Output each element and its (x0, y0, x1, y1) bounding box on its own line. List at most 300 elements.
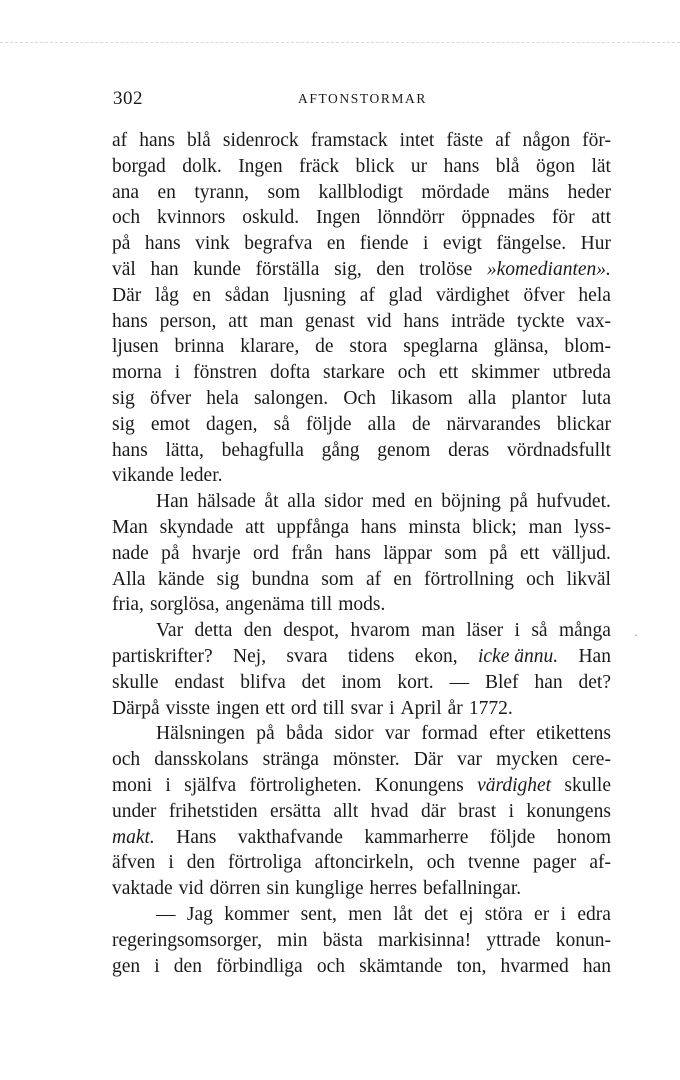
word: fria, (112, 594, 144, 616)
word: i (422, 233, 429, 255)
word: en (414, 491, 433, 513)
word: de (315, 336, 334, 358)
word: på (509, 491, 528, 513)
word: dofta (270, 362, 311, 384)
word: leder. (179, 465, 223, 487)
word: minsta (408, 516, 461, 538)
word: visste (165, 697, 211, 719)
word: och (112, 749, 141, 771)
word: vaktade (112, 878, 173, 900)
text-line (112, 567, 611, 593)
word: genom (377, 439, 431, 461)
word: genast (304, 310, 355, 332)
word: följde (306, 413, 352, 435)
text-line (112, 283, 611, 309)
word: sådan (224, 284, 270, 306)
word: oskuld. (242, 207, 300, 229)
word: skulle (564, 774, 611, 796)
word: 1772. (468, 697, 513, 719)
word: deras (448, 439, 490, 461)
text-line (112, 773, 611, 799)
word: befallningar. (423, 878, 522, 900)
word: vid (178, 878, 204, 900)
word: en (192, 284, 212, 306)
word: mycken (496, 749, 558, 771)
word: sin (266, 878, 290, 900)
word: ej (459, 903, 474, 925)
word: ersätta (270, 800, 321, 822)
word: blick; (472, 516, 517, 538)
word: ingen (216, 697, 260, 719)
word: konungens (526, 800, 611, 822)
word: mördade (421, 181, 490, 203)
word: följde (489, 826, 536, 848)
word: alla (467, 387, 497, 409)
word: låt (393, 903, 413, 925)
text-line (112, 876, 611, 902)
word: på (161, 542, 180, 564)
word: likasom (391, 387, 453, 409)
body-text (112, 128, 611, 979)
word: efter (489, 723, 525, 745)
word: Nej, (233, 645, 267, 667)
word: man (528, 516, 563, 538)
word: lät (591, 155, 611, 177)
word: Var (156, 620, 184, 642)
word: glad (388, 284, 423, 306)
word: despot, (283, 620, 340, 642)
text-line (112, 721, 611, 747)
word: regeringsomsorger, (112, 929, 262, 951)
word: hans (112, 310, 148, 332)
word: gen (112, 955, 141, 977)
word: speglarna (403, 336, 478, 358)
word: likväl (566, 568, 611, 590)
word: konun- (555, 929, 611, 951)
word: man (421, 620, 455, 642)
word: fängelse. (496, 233, 567, 255)
word: kallblodigt (318, 181, 403, 203)
word: glänsa, (493, 336, 549, 358)
word: på (489, 542, 508, 564)
word: behagfulla (221, 439, 304, 461)
text-line (112, 515, 611, 541)
word: lönndörr (377, 207, 445, 229)
word: inträde (450, 310, 506, 332)
text-line (112, 747, 611, 773)
word: partiskrifter? (112, 645, 213, 667)
word: dörren (209, 878, 261, 900)
word: det (301, 671, 326, 693)
word: uppfånga (276, 516, 350, 538)
word: man (259, 310, 294, 332)
word: fiende (359, 233, 409, 255)
word: lätta, (165, 439, 204, 461)
text-line (112, 438, 611, 464)
word: brinna (174, 336, 225, 358)
word: hans (335, 542, 371, 564)
word: hvarom (350, 620, 411, 642)
word: Jag (186, 903, 213, 925)
word: Hur (580, 233, 611, 255)
page-header (113, 88, 612, 112)
word: mönster. (333, 749, 400, 771)
word: i (389, 697, 395, 719)
word: det (424, 903, 448, 925)
word: svara (286, 645, 328, 667)
word: hans (360, 516, 397, 538)
word: vid (366, 310, 392, 332)
word: borgad (112, 155, 166, 177)
word: ekon, (414, 645, 458, 667)
word: som (444, 542, 477, 564)
text-line (112, 205, 611, 231)
word: sent, (300, 903, 337, 925)
text-line (112, 696, 611, 722)
word: dolk. (182, 155, 222, 177)
word: de (411, 413, 431, 435)
word: allt (333, 800, 359, 822)
word: var (384, 723, 410, 745)
text-line (112, 412, 611, 438)
word: på (112, 233, 131, 255)
word: af- (589, 852, 611, 874)
word: sidor (324, 491, 364, 513)
word: förtroligheten. (249, 774, 362, 796)
word: luta (581, 387, 611, 409)
word: min (277, 929, 308, 951)
word: den (173, 955, 202, 977)
text-line (112, 644, 611, 670)
word: hans (403, 310, 440, 332)
word: Han (156, 491, 189, 513)
word: han (582, 955, 611, 977)
word: sidor (334, 723, 374, 745)
word: kände (157, 568, 205, 590)
word: i (560, 903, 566, 925)
word: i (514, 620, 520, 642)
word: hans (139, 130, 175, 151)
page-number: 302 (113, 88, 143, 109)
word: böjning (441, 491, 501, 513)
word: förtrollning (424, 568, 514, 590)
word: skimmer (471, 362, 540, 384)
word: med (371, 491, 406, 513)
word: bästa (322, 929, 363, 951)
word: och (426, 852, 455, 874)
text-line (112, 902, 611, 928)
text-line (112, 231, 611, 257)
word: hvad (370, 800, 409, 822)
word: så (531, 620, 548, 642)
word: det? (578, 671, 611, 693)
word: till (310, 594, 333, 616)
word: trolöse (419, 258, 473, 280)
word: mäns (508, 181, 550, 203)
word: kunglige (295, 878, 364, 900)
word: hela (206, 387, 239, 409)
word: han (150, 258, 179, 280)
word: af (366, 568, 382, 590)
text-line (112, 257, 611, 283)
word: själfva (184, 774, 237, 796)
word: läser (466, 620, 504, 642)
word: i (154, 955, 160, 977)
word: ett (438, 362, 459, 384)
word: kvinnors (157, 207, 226, 229)
word: cere- (571, 749, 611, 771)
word: af (112, 130, 128, 151)
word: brast (458, 800, 497, 822)
word: Han (578, 645, 611, 667)
word: en (393, 568, 412, 590)
word: låg (155, 284, 179, 306)
word: välljud. (551, 542, 611, 564)
word: och (112, 207, 141, 229)
word: gång (321, 439, 360, 461)
word: salongen. (253, 387, 329, 409)
word: i (174, 362, 181, 384)
text-line (112, 154, 611, 180)
word: inom (341, 671, 382, 693)
text-line (112, 825, 611, 851)
word: förställa (255, 258, 320, 280)
word: han (534, 671, 563, 693)
word: Därpå (112, 697, 160, 719)
word: den (243, 620, 272, 642)
word: nade (112, 542, 149, 564)
word: till (322, 697, 345, 719)
word: intet (399, 130, 435, 151)
word: blå (495, 155, 520, 177)
word: aftoncirkeln, (314, 852, 414, 874)
word: emot (150, 413, 190, 435)
word: den (186, 852, 215, 874)
word: fräck (299, 155, 340, 177)
word: ett (520, 542, 540, 564)
word: Hälsningen (156, 723, 245, 745)
text-line (112, 128, 611, 154)
scan-edge-line (0, 42, 680, 43)
word: sig (216, 568, 240, 590)
word: båda (286, 723, 323, 745)
word: kammarherre (364, 826, 469, 848)
word: i (165, 774, 171, 796)
word: åt (264, 491, 279, 513)
word: yttrade (486, 929, 541, 951)
emphasis-word: icke ännu. (477, 645, 559, 667)
word: hela (578, 284, 611, 306)
word: hans (112, 439, 148, 461)
word: många (558, 620, 611, 642)
word: blå (187, 130, 211, 151)
word: vink (195, 233, 230, 255)
word: hvarmed (500, 955, 569, 977)
word: stränga (262, 749, 319, 771)
word: och (397, 362, 426, 384)
word: där (420, 800, 446, 822)
word: ana (112, 181, 140, 203)
word: — (156, 903, 176, 925)
text-line (112, 386, 611, 412)
word: formad (421, 723, 478, 745)
word: fäste (446, 130, 484, 151)
word: blick (355, 155, 395, 177)
text-line (112, 180, 611, 206)
word: öfver (149, 387, 192, 409)
word: att (591, 207, 611, 229)
word: under (112, 800, 157, 822)
word: i (168, 852, 174, 874)
word: väl (112, 258, 136, 280)
word: Alla (112, 568, 146, 590)
word: ljusen (112, 336, 159, 358)
word: för (551, 207, 575, 229)
word: stora (349, 336, 388, 358)
word: öppnades (461, 207, 535, 229)
word: vax- (576, 310, 611, 332)
word: framstack (310, 130, 388, 151)
word: hälsade (197, 491, 256, 513)
word: men (348, 903, 382, 925)
text-line (112, 541, 611, 567)
word: ord (290, 697, 317, 719)
word: svar (350, 697, 384, 719)
word: att (245, 516, 265, 538)
word: förtroliga (227, 852, 302, 874)
word: ord (253, 542, 280, 564)
word: närvarandes (446, 413, 541, 435)
word: sidenrock (222, 130, 299, 151)
word: moni (112, 774, 153, 796)
text-line (112, 334, 611, 360)
text-line (112, 799, 611, 825)
word: öfver (523, 284, 565, 306)
word: — (449, 671, 470, 693)
word: kunde (193, 258, 241, 280)
emphasis-word: värdighet (477, 774, 552, 796)
word: vikande (112, 465, 174, 487)
word: och (526, 568, 555, 590)
word: begrafva (244, 233, 313, 255)
word: hans (144, 233, 181, 255)
word: läppar (383, 542, 432, 564)
word: endast (174, 671, 225, 693)
word: kort. (397, 671, 434, 693)
word: hans (443, 155, 480, 177)
word: skyndade (159, 516, 234, 538)
word: dansskolans (154, 749, 249, 771)
text-line (112, 309, 611, 335)
word: plantor (511, 387, 567, 409)
word: sorglösa, (149, 594, 220, 616)
word: tyckte (516, 310, 565, 332)
word: hufvudet. (536, 491, 611, 513)
word: pager (532, 852, 577, 874)
word: förbindliga (216, 955, 303, 977)
word: värdighet (436, 284, 510, 306)
word: i (508, 800, 515, 822)
emphasis-word: »komedianten». (486, 258, 611, 280)
word: Man (112, 516, 148, 538)
word: frihetstiden (168, 800, 258, 822)
word: blifva (240, 671, 286, 693)
word: fönstren (193, 362, 258, 384)
word: att (228, 310, 248, 332)
emphasis-word: makt. (112, 826, 155, 848)
word: Där (413, 749, 444, 771)
word: sig, (334, 258, 362, 280)
word: som (321, 568, 354, 590)
word: Ingen (238, 155, 283, 177)
word: Och (343, 387, 376, 409)
word: morna (112, 362, 162, 384)
word: honom (556, 826, 611, 848)
word: störa (484, 903, 523, 925)
word: för- (582, 130, 611, 151)
word: från (291, 542, 323, 564)
text-line (112, 463, 611, 489)
text-line (112, 954, 611, 980)
word: tidens (347, 645, 395, 667)
word: var (457, 749, 483, 771)
running-title: AFTONSTORMAR (298, 91, 427, 106)
text-line (112, 618, 611, 644)
word: af (495, 130, 511, 151)
word: vakthafvande (237, 826, 343, 848)
word: heder (567, 181, 611, 203)
word: den (376, 258, 405, 280)
word: April (400, 697, 442, 719)
word: herres (369, 878, 418, 900)
word: edra (577, 903, 611, 925)
word: blickar (556, 413, 611, 435)
word: tyrann, (194, 181, 250, 203)
word: sig (112, 413, 135, 435)
word: kommer (224, 903, 290, 925)
word: evigt (442, 233, 482, 255)
word: någon (522, 130, 571, 151)
word: på (256, 723, 275, 745)
word: bundna (251, 568, 310, 590)
word: Blef (484, 671, 519, 693)
word: lyss- (574, 516, 611, 538)
word: så (273, 413, 290, 435)
word: blom- (564, 336, 611, 358)
word: skulle (112, 671, 159, 693)
word: markisinna! (378, 929, 472, 951)
word: starkare (323, 362, 385, 384)
word: ett (265, 697, 285, 719)
word: af (359, 284, 375, 306)
text-line (112, 670, 611, 696)
word: tvenne (467, 852, 520, 874)
word: detta (194, 620, 233, 642)
word: hvarje (191, 542, 241, 564)
word: och (316, 955, 345, 977)
word: dagen, (206, 413, 258, 435)
word: en (157, 181, 176, 203)
word: er (534, 903, 550, 925)
word: alla (287, 491, 316, 513)
word: äfven (112, 852, 156, 874)
word: Hans (176, 826, 217, 848)
word: skämtande (359, 955, 443, 977)
text-line (112, 928, 611, 954)
word: person, (159, 310, 217, 332)
word: som (267, 181, 300, 203)
word: ögon (536, 155, 576, 177)
